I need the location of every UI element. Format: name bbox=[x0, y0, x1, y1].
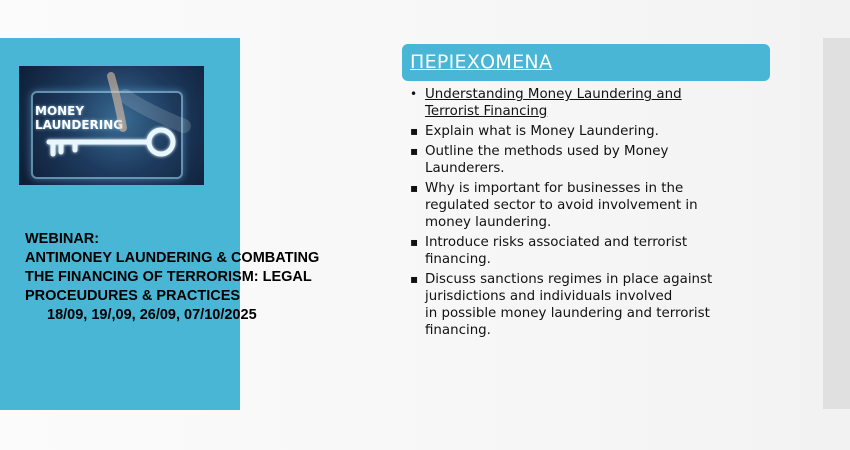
list-item bbox=[410, 271, 760, 339]
bullet-icon: ▪ bbox=[410, 144, 419, 158]
webinar-dates: 18/09, 19/,09, 26/09, 07/10/2025 bbox=[47, 307, 257, 323]
list-item bbox=[410, 180, 760, 231]
money-laundering-image bbox=[19, 66, 204, 185]
webinar-title-line-3: PROCEUDURES & PRACTICES bbox=[25, 288, 241, 304]
list-item-text: Why is important for businesses in the regulated sector to avoid involvement in money laundering. bbox=[425, 181, 698, 230]
webinar-title-line-2: THE FINANCING OF TERRORISM: LEGAL bbox=[25, 269, 312, 285]
bullet-icon: ▪ bbox=[410, 272, 419, 286]
list-item-text: Explain what is Money Laundering. bbox=[425, 124, 659, 139]
right-edge-strip bbox=[823, 38, 850, 409]
hero-image-label: MONEY LAUNDERING bbox=[35, 104, 124, 132]
bullet-icon: ▪ bbox=[410, 124, 419, 138]
list-item bbox=[410, 234, 760, 268]
key-icon bbox=[19, 66, 204, 185]
webinar-title-block bbox=[25, 230, 405, 325]
contents-header bbox=[402, 44, 770, 81]
list-item bbox=[410, 86, 760, 120]
list-item-text: Outline the methods used by Money Launderers. bbox=[425, 144, 669, 176]
webinar-label: WEBINAR: bbox=[25, 231, 100, 247]
bullet-icon: ▪ bbox=[410, 235, 419, 249]
list-item bbox=[410, 123, 760, 140]
list-item bbox=[410, 143, 760, 177]
list-item-text: Introduce risks associated and terrorist financing. bbox=[425, 235, 688, 267]
bullet-icon: • bbox=[410, 87, 418, 101]
webinar-title-line-1: ANTIMONEY LAUNDERING & COMBATING bbox=[25, 250, 320, 266]
bullet-icon: ▪ bbox=[410, 181, 419, 195]
contents-list bbox=[410, 86, 760, 342]
list-item-text: Understanding Money Laundering and Terrorist Financing bbox=[425, 87, 682, 119]
contents-title: ΠΕΡΙΕΧΟΜΕΝΑ bbox=[410, 51, 553, 73]
list-item-text: Discuss sanctions regimes in place against jurisdictions and individuals involved in possible money laundering and terrorist financing. bbox=[425, 272, 713, 338]
